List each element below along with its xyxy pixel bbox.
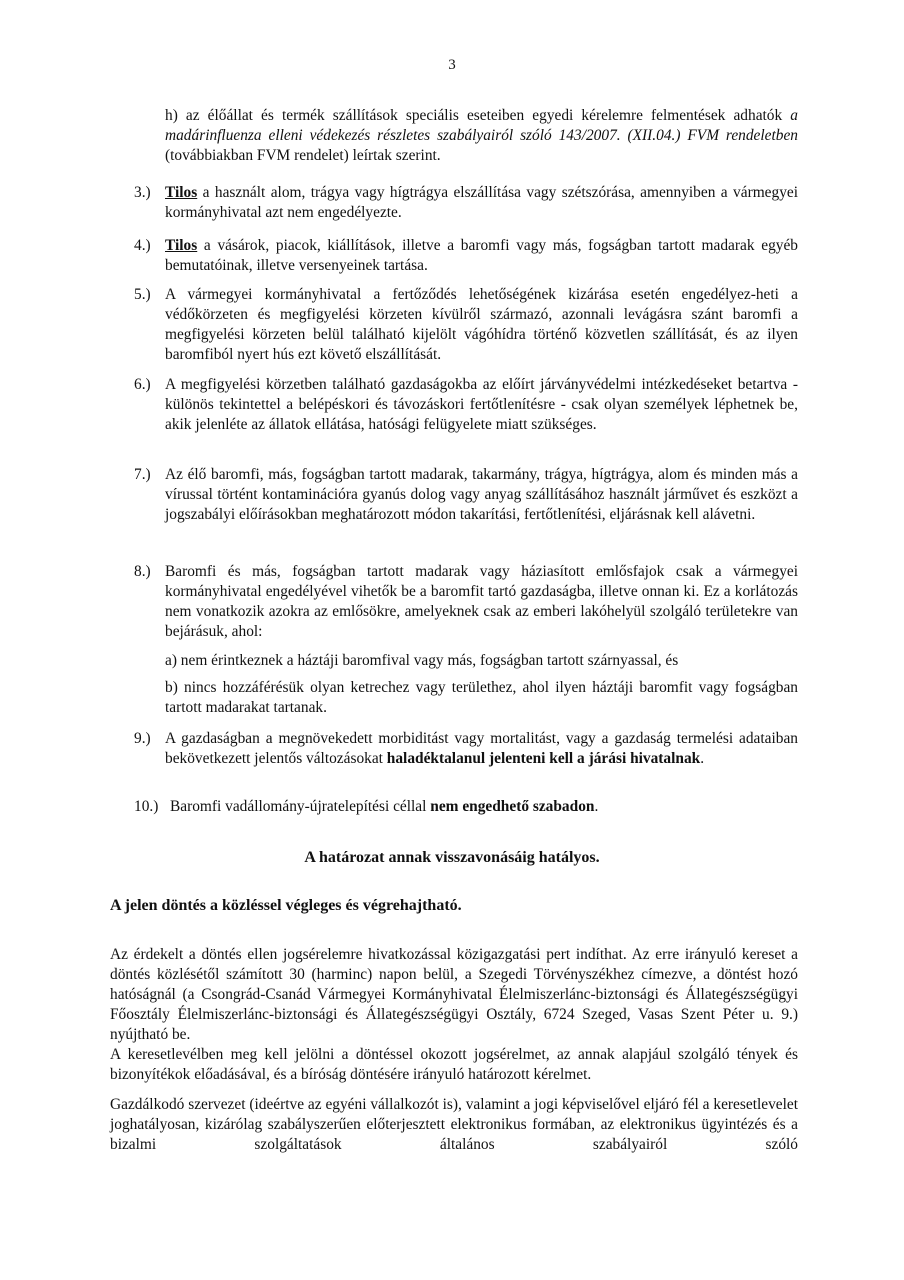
list-item [134, 375, 798, 435]
list-item [134, 465, 798, 525]
prohibition-label: Tilos [165, 184, 198, 201]
item-h-text: h) az élőállat és termék szállítások speciális eseteiben egyedi kérelemre felmentések adhatók [165, 107, 791, 124]
item-number: 4.) [134, 237, 151, 254]
item-emphasis: nem engedhető szabadon [430, 798, 595, 815]
claim-paragraph: A keresetlevélben meg kell jelölni a döntéssel okozott jogsérelmet, az annak alapjául szolgáló tények és bizonyítékok előadásával, és a bíróság döntésére irányuló határozott kérelmet. [110, 1046, 798, 1083]
item-text: a használt alom, trágya vagy hígtrágya elszállítása vagy szétszórása, amennyiben a vármegyei kormányhivatal azt nem engedélyezte. [165, 184, 798, 221]
sub-item-a: a) nem érintkeznek a háztáji baromfival vagy más, fogságban tartott szárnyassal, és [165, 652, 679, 669]
item-text: A gazdaságban a megnövekedett morbiditást vagy mortalitást, vagy a gazdaság termelési adataiban bekövetkezett jelentős változásokat [165, 730, 798, 767]
item-number: 5.) [134, 286, 151, 303]
item-h-regulation-ref: a madárinfluenza elleni védekezés részletes szabályairól szóló 143/2007. (XII.04.) FVM rendeletben [165, 107, 798, 144]
item-text-end: . [700, 750, 705, 767]
item-text: A megfigyelési körzetben található gazdaságokba az előírt járványvédelmi intézkedéseket betartva - különös tekintettel a belépéskori és távozáskori fertőtlenítésre - csak olyan személyek léphetnek be, akik jelenléte az állatok ellátása, hatósági felügyelete miatt szükséges. [165, 376, 798, 433]
electronic-filing-paragraph: Gazdálkodó szervezet (ideértve az egyéni vállalkozót is), valamint a jogi képviselővel eljáró fél a keresetlevelet joghatályosan, kizárólag szabályszerűen előterjesztett elektronikus formában, az elektronikus ügyintézés és a bizalmi szolgáltatások általános szabályairól szóló [110, 1096, 798, 1153]
item-text: a vásárok, piacok, kiállítások, illetve a baromfi vagy más, fogságban tartott madarak egyéb bemutatóinak, illetve versenyeinek tartása. [165, 237, 798, 274]
item-h [165, 106, 798, 166]
list-item [134, 183, 798, 223]
item-number: 9.) [134, 730, 151, 747]
remedy-paragraph: Az érdekelt a döntés ellen jogsérelemre hivatkozással közigazgatási pert indíthat. Az erre irányuló kereset a döntés közlésétől számított 30 (harminc) napon belül, a Szegedi Törvényszékhez címezve, a döntést hozó hatóságnál (a Csongrád-Csanád Vármegyei Kormányhivatal Élelmiszerlánc-biztonsági és Állategészségügyi Főosztály Élelmiszerlánc-biztonsági és Állategészségügyi Osztály, 6724 Szeged, Vasas Szent Péter u. 9.) nyújtható be. [110, 946, 798, 1043]
item-number: 7.) [134, 466, 151, 483]
list-item [134, 797, 798, 817]
item-number: 8.) [134, 563, 151, 580]
sub-item-b: b) nincs hozzáférésük olyan ketrechez vagy területhez, ahol ilyen háztáji baromfit vagy fogságban tartott madarakat tartanak. [165, 679, 798, 716]
item-text: Baromfi és más, fogságban tartott madarak vagy háziasított emlősfajok csak a vármegyei kormányhivatal engedélyével vihetők be a baromfit tartó gazdaságba, illetve onnan ki. Ez a korlátozás nem vonatkozik azokra az emlősökre, amelyeknek csak az emberi lakóhelyül szolgáló területekre van bejárásuk, ahol: [165, 563, 798, 640]
item-number: 3.) [134, 184, 151, 201]
item-text: A vármegyei kormányhivatal a fertőződés lehetőségének kizárása esetén engedélyez-heti a védőkörzeten és megfigyelési körzeten kívülről származó, azonnali levágásra szánt baromfi a megfigyelési körzeten belül található kijelölt vágóhídra történő közvetlen szállítását, és az ilyen baromfiból nyert hús ezt követő elszállítását. [165, 286, 798, 363]
item-text: Baromfi vadállomány-újratelepítési céllal [170, 798, 431, 815]
item-number: 6.) [134, 376, 151, 393]
page-number: 3 [448, 57, 456, 73]
item-h-text-end: (továbbiakban FVM rendelet) leírtak szerint. [165, 147, 441, 164]
list-item [134, 729, 798, 769]
final-statement: A jelen döntés a közléssel végleges és végrehajtható. [110, 897, 462, 914]
prohibition-label: Tilos [165, 237, 198, 254]
list-item [134, 236, 798, 276]
item-text-end: . [594, 798, 599, 815]
validity-statement: A határozat annak visszavonásáig hatályos. [304, 849, 600, 866]
item-number: 10.) [134, 798, 159, 815]
list-item [134, 285, 798, 365]
item-emphasis: haladéktalanul jelenteni kell a járási hivatalnak [386, 750, 701, 767]
list-item [134, 562, 798, 642]
item-text: Az élő baromfi, más, fogságban tartott madarak, takarmány, trágya, hígtrágya, alom és minden más a vírussal történt kontaminációra gyanús dolog vagy anyag szállításához használt járművet és eszközt a jogszabályi előírásokban meghatározott módon takarítási, fertőtlenítési, eljárásnak kell alávetni. [165, 466, 798, 523]
